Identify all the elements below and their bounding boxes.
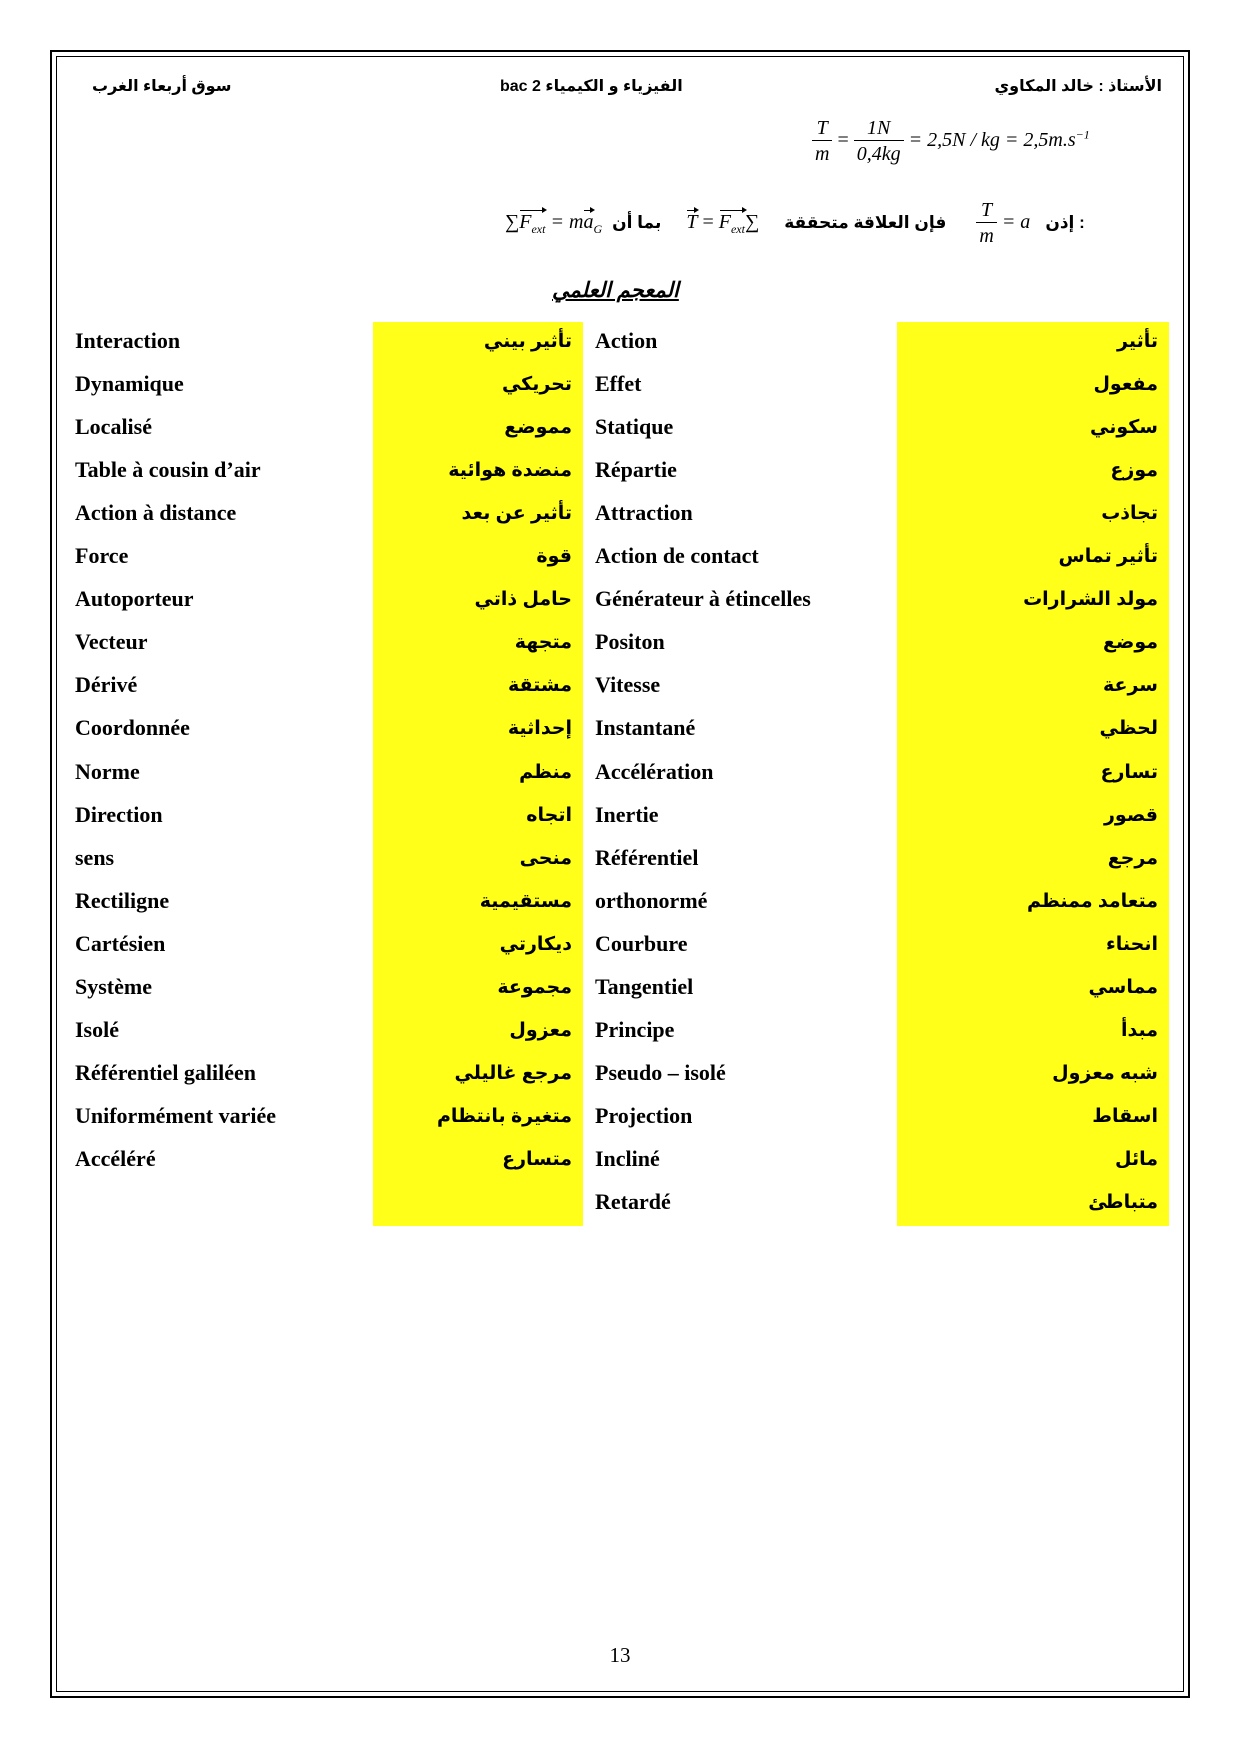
lexicon-row xyxy=(0,1183,1240,1226)
term-arabic-right: تسارع xyxy=(1100,761,1158,783)
term-french-left: Table à cousin d’air xyxy=(75,457,261,483)
term-french-left: Interaction xyxy=(75,328,181,353)
exponent: −1 xyxy=(1075,127,1090,142)
term-arabic-right: لحظي xyxy=(1099,718,1158,740)
lexicon-row xyxy=(0,753,1240,796)
term-french-right: Effet xyxy=(595,371,642,397)
term-french-left: Force xyxy=(75,543,129,569)
lexicon-row xyxy=(0,494,1240,537)
lexicon-row xyxy=(0,796,1240,839)
term-arabic-right: قصور xyxy=(1103,804,1158,826)
header-place: سوق أربعاء الغرب xyxy=(92,78,232,95)
term-french-left: Référentiel galiléen xyxy=(75,1059,257,1085)
term-french-left: Dérivé xyxy=(75,672,138,698)
term-arabic-right: تأثير تماس xyxy=(1058,546,1158,568)
term-french-right: Pseudo – isolé xyxy=(595,1059,726,1085)
equals-sign: = xyxy=(837,129,849,152)
term-french-right: Attraction xyxy=(595,500,693,526)
term-french-left: Autoporteur xyxy=(75,586,194,612)
term-french-right: Positon xyxy=(595,629,665,655)
term-arabic-left: تحريكي xyxy=(501,374,572,396)
term-french-right: Principe xyxy=(595,1016,675,1042)
lexicon-title: المعجم العلمي xyxy=(552,279,679,302)
vector-t: T xyxy=(686,211,698,234)
equals-m: = m xyxy=(550,211,584,234)
lexicon-row xyxy=(0,1011,1240,1054)
lexicon-row xyxy=(0,925,1240,968)
lexicon-row xyxy=(0,623,1240,666)
lexicon-row xyxy=(0,408,1240,451)
lexicon-row xyxy=(0,322,1240,365)
term-arabic-left: ديكارتي xyxy=(499,933,572,955)
term-arabic-right: مولد الشرارات xyxy=(1023,589,1158,611)
term-arabic-left: مرجع غاليلي xyxy=(454,1062,572,1084)
vector-f: $F_{ext}$ xyxy=(519,211,546,237)
term-arabic-left: حامل ذاتي xyxy=(474,589,572,611)
term-french-left: Cartésien xyxy=(75,930,166,956)
term-arabic-right: مفعول xyxy=(1093,374,1158,396)
term-french-left: Rectiligne xyxy=(75,887,170,913)
term-arabic-left: متجهة xyxy=(514,632,572,654)
therefore-text: إذن : xyxy=(1045,213,1085,233)
equation-tension-over-mass xyxy=(812,116,1090,167)
term-french-right: Générateur à étincelles xyxy=(595,586,811,612)
term-arabic-left: تأثير عن بعد xyxy=(461,503,572,525)
term-french-left: Direction xyxy=(75,801,163,827)
lexicon-row xyxy=(0,666,1240,709)
term-arabic-left: متسارع xyxy=(502,1148,572,1170)
fraction-denominator: 0,4kg xyxy=(856,143,901,165)
term-french-left: Uniformément variée xyxy=(75,1102,276,1128)
term-french-right: Action xyxy=(595,328,658,353)
term-french-right: Accélération xyxy=(595,758,714,784)
term-arabic-right: مائل xyxy=(1115,1148,1158,1170)
term-french-right: Instantané xyxy=(595,715,696,741)
term-arabic-right: انحناء xyxy=(1106,933,1158,955)
lexicon-row xyxy=(0,882,1240,925)
term-french-right: Courbure xyxy=(595,930,688,956)
fraction-t-over-m xyxy=(812,116,832,167)
term-arabic-right: موضع xyxy=(1102,632,1158,654)
term-arabic-left: مستقيمية xyxy=(479,890,572,912)
term-arabic-right: مبدأ xyxy=(1120,1019,1158,1041)
term-french-right: orthonormé xyxy=(595,887,708,913)
page-number: 13 xyxy=(609,1643,631,1667)
lexicon-row xyxy=(0,451,1240,494)
term-arabic-right: مرجع xyxy=(1107,847,1158,869)
lexicon-row xyxy=(0,365,1240,408)
term-arabic-right: تجاذب xyxy=(1101,503,1158,525)
term-arabic-right: موزع xyxy=(1110,460,1158,482)
term-arabic-left: مشتقة xyxy=(507,675,572,697)
term-french-left: Coordonnée xyxy=(75,715,190,741)
header-teacher: الأستاذ : خالد المكاوي xyxy=(994,78,1162,95)
term-arabic-right: متباطئ xyxy=(1088,1192,1158,1213)
fraction-numerator: 1N xyxy=(854,116,904,141)
term-arabic-right: شبه معزول xyxy=(1052,1062,1158,1084)
fraction-denominator: m xyxy=(815,143,830,165)
term-french-left: Norme xyxy=(75,758,140,784)
fraction-values xyxy=(854,116,904,167)
term-arabic-right: تأثير xyxy=(1117,331,1158,352)
term-french-right: Projection xyxy=(595,1102,693,1128)
term-french-left: Système xyxy=(75,973,152,999)
term-arabic-right: مماسي xyxy=(1088,976,1158,998)
lexicon-row xyxy=(0,968,1240,1011)
term-arabic-left: منضدة هوائية xyxy=(448,460,572,482)
term-french-right: Répartie xyxy=(595,457,677,483)
term-french-left: Localisé xyxy=(75,414,152,440)
term-french-right: Statique xyxy=(595,414,674,440)
term-arabic-left: معزول xyxy=(509,1019,572,1041)
term-arabic-right: متعامد ممنظم xyxy=(1026,890,1158,912)
term-arabic-left: منحى xyxy=(519,847,572,869)
term-french-right: Retardé xyxy=(595,1189,671,1214)
subscript-g: G xyxy=(593,222,603,237)
term-french-right: Action de contact xyxy=(595,543,759,569)
term-french-right: Vitesse xyxy=(595,672,661,698)
term-arabic-left: مجموعة xyxy=(497,976,572,998)
term-french-left: Vecteur xyxy=(75,629,148,655)
equation-result: = 2,5N / kg = 2,5m.s xyxy=(908,129,1076,152)
equals-a: = a xyxy=(1001,211,1031,234)
fraction-numerator: T xyxy=(976,198,996,223)
fraction-denominator: m xyxy=(979,225,994,247)
term-french-right: Tangentiel xyxy=(595,973,694,999)
sum-symbol: ∑ xyxy=(744,211,760,234)
term-arabic-left: تأثير بيني xyxy=(483,331,572,352)
term-french-left: Isolé xyxy=(75,1016,119,1042)
lexicon-row xyxy=(0,839,1240,882)
equation-newton-check xyxy=(505,198,1085,249)
term-arabic-left: اتجاه xyxy=(526,804,572,826)
fraction-numerator: T xyxy=(812,116,832,141)
term-french-left: Dynamique xyxy=(75,371,184,397)
term-arabic-left: منظم xyxy=(519,761,572,783)
vector-a: a xyxy=(583,211,594,234)
term-french-left: sens xyxy=(75,844,115,870)
vector-f: $F_{ext}$ xyxy=(718,211,745,237)
lexicon-row xyxy=(0,580,1240,623)
conclusion-text: فإن العلاقة متحققة xyxy=(784,213,947,233)
term-french-right: Inertie xyxy=(595,801,659,827)
term-arabic-right: اسقاط xyxy=(1092,1105,1158,1127)
lexicon-row xyxy=(0,1097,1240,1140)
lexicon-row xyxy=(0,1140,1240,1183)
term-french-right: Référentiel xyxy=(595,844,699,870)
lexicon-row xyxy=(0,709,1240,752)
term-arabic-left: إحداثية xyxy=(507,718,572,740)
term-arabic-left: مموضع xyxy=(504,417,572,439)
term-arabic-left: قوة xyxy=(536,546,572,568)
sum-symbol: ∑ xyxy=(505,211,520,234)
term-french-left: Action à distance xyxy=(75,500,237,526)
term-french-right: Incliné xyxy=(595,1145,660,1171)
lexicon-row xyxy=(0,1054,1240,1097)
equals-sign: = xyxy=(702,211,714,234)
term-arabic-left: متغيرة بانتظام xyxy=(436,1105,572,1127)
fraction-t-over-m xyxy=(976,198,996,249)
term-arabic-right: سرعة xyxy=(1102,675,1158,697)
since-text: بما أن xyxy=(612,213,662,233)
term-arabic-right: سكوني xyxy=(1089,417,1158,439)
term-french-left: Accéléré xyxy=(75,1145,156,1171)
lexicon-row xyxy=(0,537,1240,580)
header-subject: الفيزياء و الكيمياء 2 bac xyxy=(500,78,683,95)
